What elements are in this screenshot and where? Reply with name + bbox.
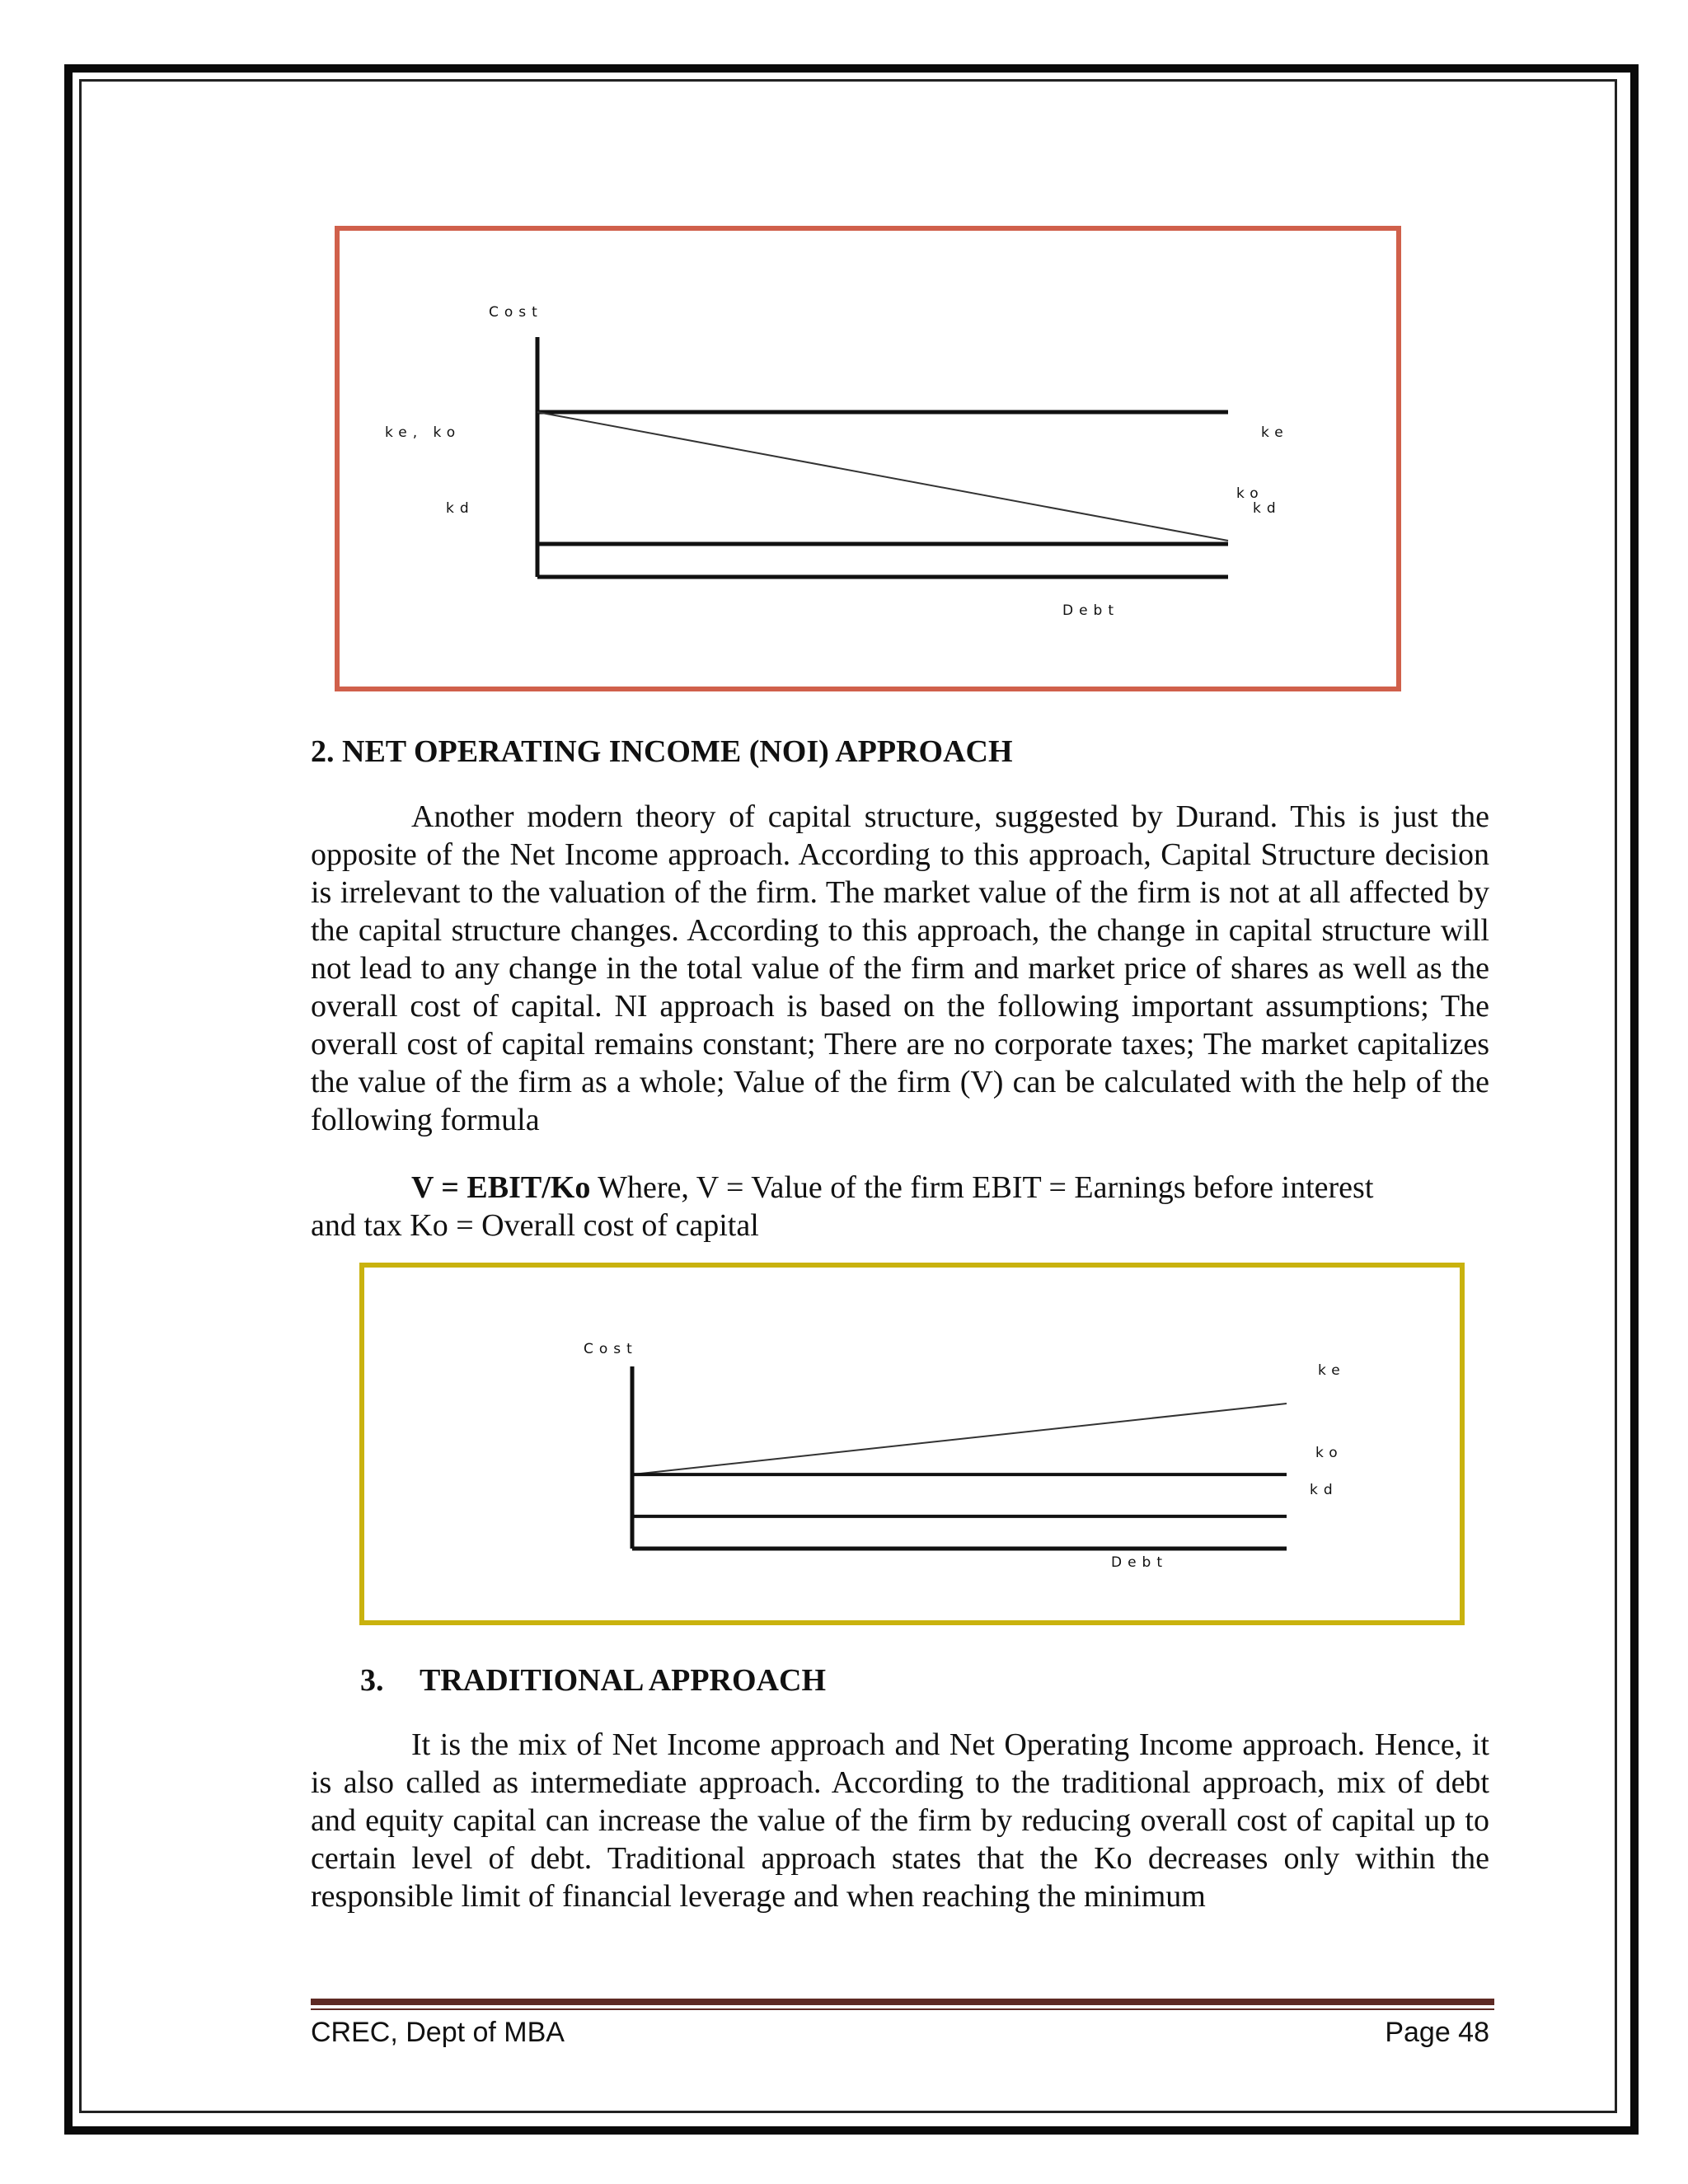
ni-y-tick-ke-ko: ke, ko xyxy=(385,424,462,441)
paragraph-noi: Another modern theory of capital structure, suggested by Durand. This is just the opposite of the Net Income approach. According to this approach, Capital Structure decision is irrelevant to the valuation of the firm. The market value of the firm is not at all affected by the capital structure changes. According to this approach, the change in capital structure will not lead to any change in the total value of the firm and market price of shares as well as the overall cost of capital. NI approach is based on the following important assumptions; The overall cost of capital remains constant; There are no corporate taxes; The market capitalizes the value of the firm as a whole; Value of the firm (V) can be calculated with the help of the following formula xyxy=(311,799,1489,1137)
figure-ni-approach xyxy=(335,226,1401,691)
footer-rule-thick xyxy=(311,1999,1494,2005)
ni-x-axis-label: Debt xyxy=(1062,602,1120,619)
noi-series-ke-line xyxy=(632,1404,1287,1474)
footer-rule-thin xyxy=(311,2008,1494,2010)
noi-series-ke-label: ke xyxy=(1318,1362,1346,1379)
formula-description-cont: and tax Ko = Overall cost of capital xyxy=(311,1208,759,1243)
noi-series-kd-label: kd xyxy=(1310,1482,1339,1498)
ni-chart-svg xyxy=(340,231,1396,687)
footer-department: CREC, Dept of MBA xyxy=(311,2017,565,2048)
footer-page-number: Page 48 xyxy=(1385,2017,1489,2048)
formula-paragraph xyxy=(311,1169,1489,1244)
ni-series-kd-label: kd xyxy=(1253,500,1282,517)
noi-series-ko-label: ko xyxy=(1315,1445,1343,1461)
noi-chart-svg xyxy=(364,1268,1460,1620)
noi-x-axis-label: Debt xyxy=(1111,1554,1169,1571)
figure-noi-approach xyxy=(359,1263,1465,1625)
formula-description: Where, V = Value of the firm EBIT = Earnings before interest xyxy=(590,1170,1374,1205)
ni-series-ko-label: ko xyxy=(1236,485,1264,502)
section-heading-noi: 2. NET OPERATING INCOME (NOI) APPROACH xyxy=(311,734,1013,769)
section-heading-traditional xyxy=(360,1661,1539,1699)
paragraph-traditional: It is the mix of Net Income approach and Net Operating Income approach. Hence, it is also called as intermediate approach. According to the traditional approach, mix of debt and equity capital can increase the value of the firm by reducing overall cost of capital up to certain level of debt. Traditional approach states that the Ko decreases only within the responsible limit of financial leverage and when reaching the minimum xyxy=(311,1727,1489,1914)
noi-y-axis-label: Cost xyxy=(584,1341,638,1357)
ni-series-ke-label: ke xyxy=(1261,424,1289,441)
formula: V = EBIT/Ko xyxy=(411,1170,591,1205)
ni-series-ko-line xyxy=(537,412,1228,541)
ni-y-axis-label: Cost xyxy=(489,304,543,321)
ni-y-tick-kd: kd xyxy=(446,500,475,517)
section-title: TRADITIONAL APPROACH xyxy=(420,1663,826,1698)
section-number: 3. xyxy=(360,1663,384,1698)
